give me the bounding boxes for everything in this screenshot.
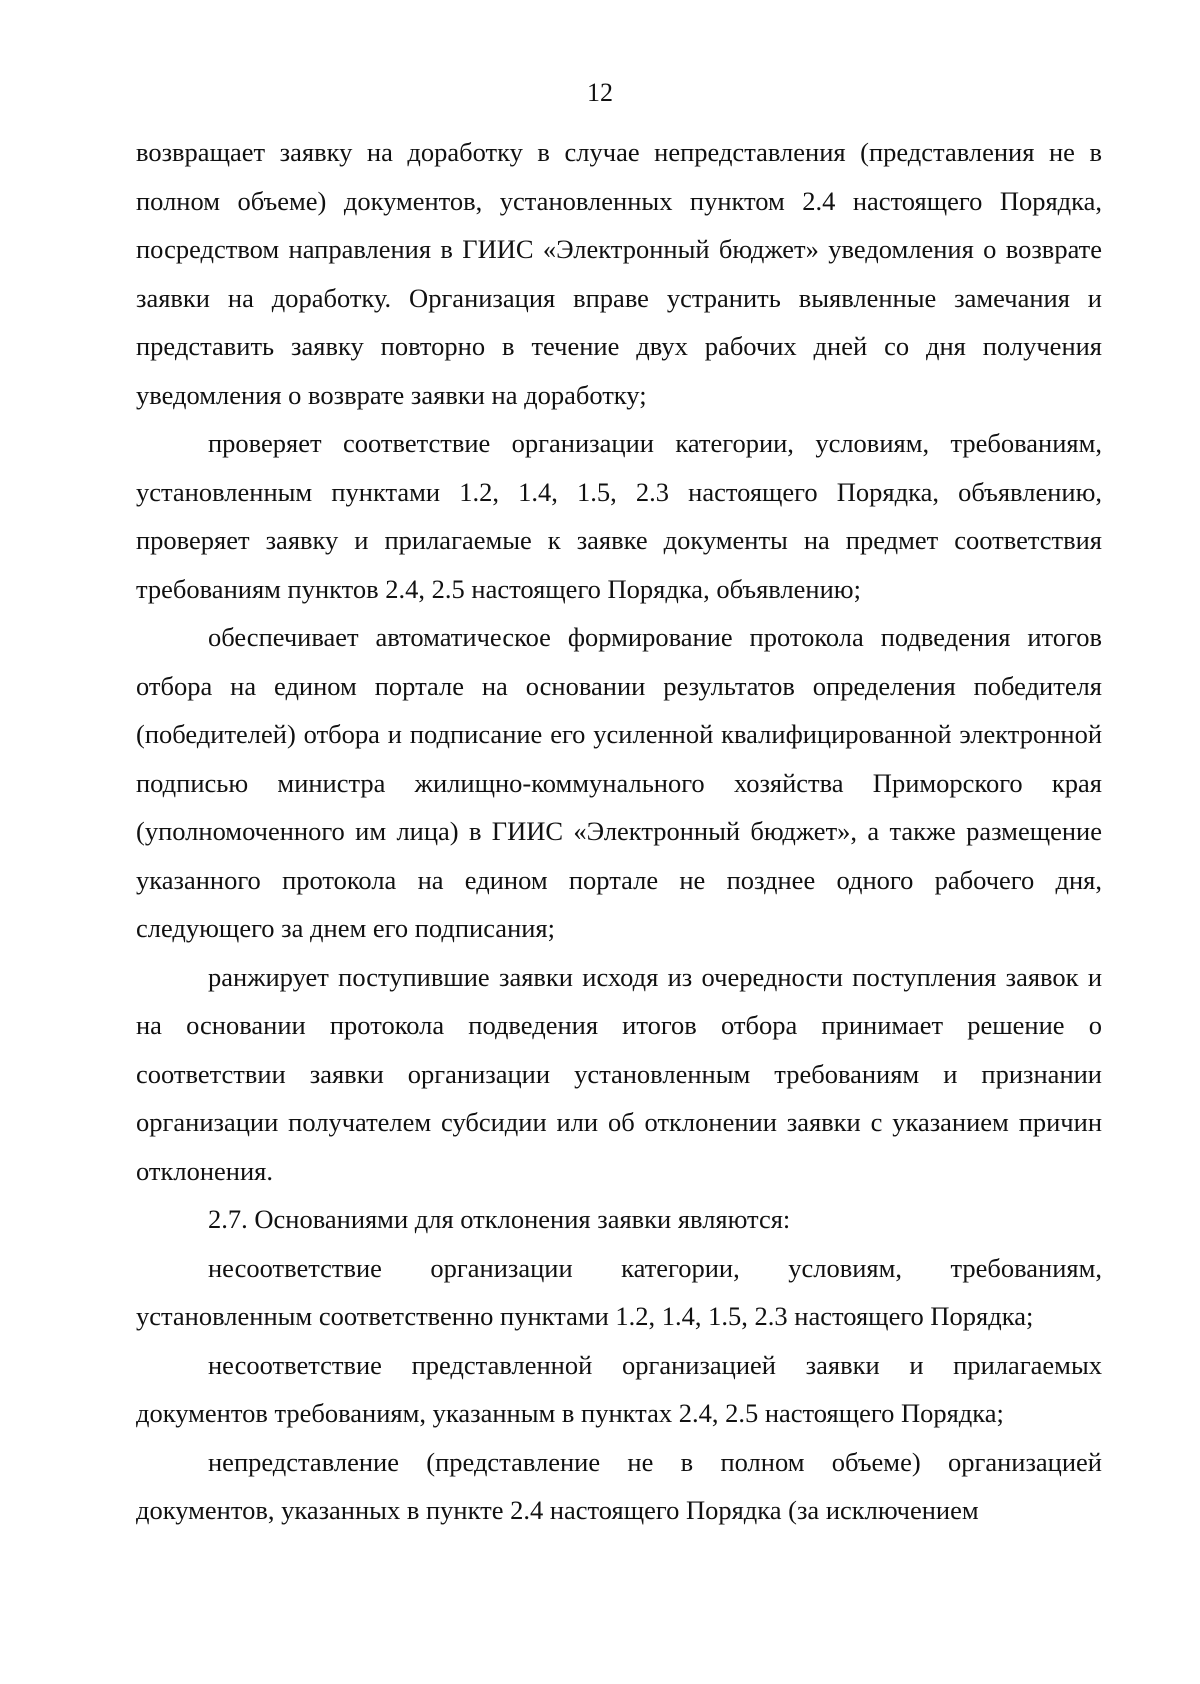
- paragraph-ranking-decision: ранжирует поступившие заявки исходя из очередности поступления заявок и на основании протокола подведения итогов отбора принимает решение о соответствии заявки организации установленным требованиям и признании организации получателем субсидии или об отклонении заявки с указанием причин отклонения.: [136, 961, 1102, 1186]
- paragraph-checks-compliance: проверяет соответствие организации категории, условиям, требованиям, установленным пунктами 1.2, 1.4, 1.5, 2.3 настоящего Порядка, объявлению, проверяет заявку и прилагаемые к заявке документы на предмет соответствия требованиям пунктов 2.4, 2.5 настоящего Порядка, объявлению;: [136, 428, 1102, 604]
- document-body: [136, 128, 1102, 1535]
- paragraph-section-2-7-heading: 2.7. Основаниями для отклонения заявки являются:: [208, 1204, 791, 1234]
- paragraph-rejection-ground-3: непредставление (представление не в полном объеме) организацией документов, указанных в пункте 2.4 настоящего Порядка (за исключением: [136, 1446, 1102, 1525]
- page-number: 12: [587, 78, 613, 107]
- paragraph-rejection-ground-2: несоответствие представленной организацией заявки и прилагаемых документов требованиям, указанным в пунктах 2.4, 2.5 настоящего Порядка;: [136, 1349, 1102, 1428]
- paragraph-rejection-ground-1: несоответствие организации категории, условиям, требованиям, установленным соответственно пунктами 1.2, 1.4, 1.5, 2.3 настоящего Порядка;: [136, 1252, 1102, 1331]
- paragraph-protocol-formation: обеспечивает автоматическое формирование протокола подведения итогов отбора на едином портале на основании результатов определения победителя (победителей) отбора и подписание его усиленной квалифицированной электронной подписью министра жилищно-коммунального хозяйства Приморского края (уполномоченного им лица) в ГИИС «Электронный бюджет», а также размещение указанного протокола на едином портале не позднее одного рабочего дня, следующего за днем его подписания;: [136, 622, 1102, 943]
- paragraph-return-for-revision: возвращает заявку на доработку в случае непредставления (представления не в полном объеме) документов, установленных пунктом 2.4 настоящего Порядка, посредством направления в ГИИС «Электронный бюджет» уведомления о возврате заявки на доработку. Организация вправе устранить выявленные замечания и представить заявку повторно в течение двух рабочих дней со дня получения уведомления о возврате заявки на доработку;: [136, 137, 1102, 410]
